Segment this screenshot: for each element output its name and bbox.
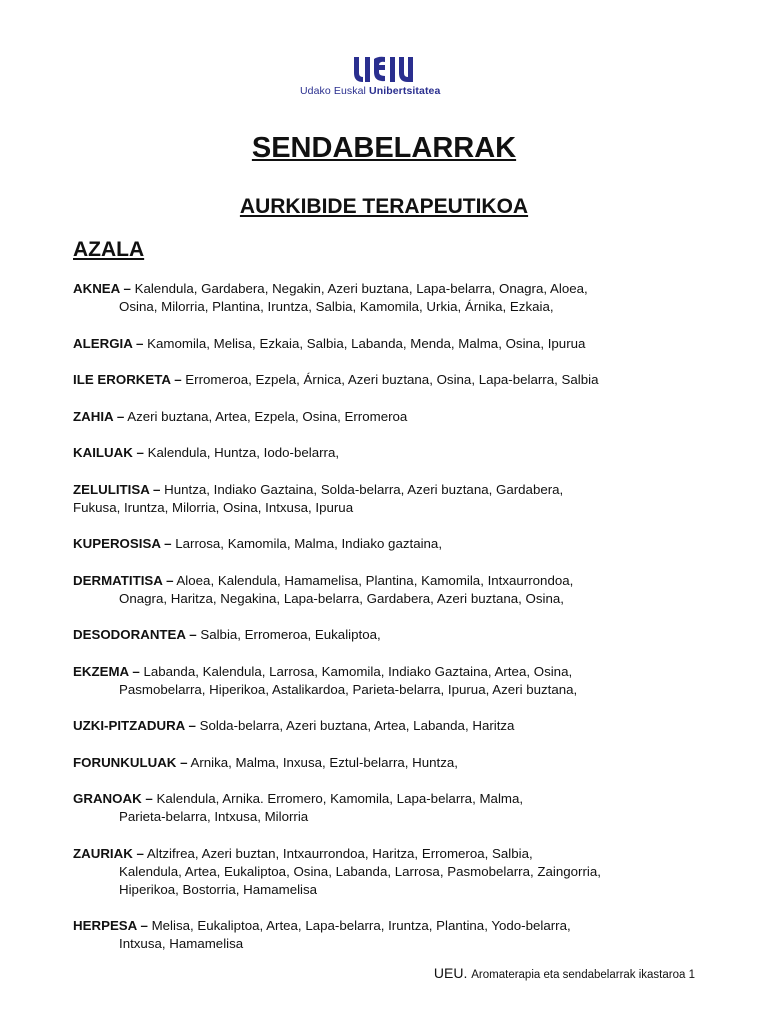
entry-text-continued: Onagra, Haritza, Negakina, Lapa-belarra, Gardabera, Azeri buztana, Osina, xyxy=(119,590,564,606)
entry-text: Salbia, Erromeroa, Eukaliptoa, xyxy=(196,627,381,642)
entry-text-continued: Fukusa, Iruntza, Milorria, Osina, Intxusa, Ipurua xyxy=(73,499,354,515)
section-heading: AZALA xyxy=(73,238,145,261)
entry-term: AKNEA – xyxy=(73,281,131,296)
list-item xyxy=(73,444,713,462)
entry-text-continued: Parieta-belarra, Intxusa, Milorria xyxy=(119,809,309,824)
ueu-logo-mark-icon xyxy=(352,55,414,83)
list-item xyxy=(73,790,713,826)
entry-term: DERMATITISA – xyxy=(73,572,174,588)
entry-term: ALERGIA – xyxy=(73,335,144,351)
entry-term: DESODORANTEA – xyxy=(73,627,197,642)
entry-text: Kalendula, Gardabera, Negakin, Azeri buztana, Lapa-belarra, Onagra, Aloea, xyxy=(130,281,588,296)
entry-term: KAILUAK – xyxy=(73,445,144,460)
list-item xyxy=(73,717,713,735)
footer-text: Aromaterapia eta sendabelarrak ikastaroa 1 xyxy=(471,969,695,981)
list-item xyxy=(73,572,713,608)
logo-text: Udako Euskal Unibertsitatea xyxy=(300,85,441,97)
list-item xyxy=(73,335,713,353)
list-item xyxy=(73,280,713,316)
entry-term: FORUNKULUAK – xyxy=(73,754,188,770)
entry-text: Labanda, Kalendula, Larrosa, Kamomila, Indiako Gaztaina, Artea, Osina, xyxy=(139,663,573,679)
entry-text-continued: Hiperikoa, Bostorria, Hamamelisa xyxy=(119,881,318,897)
entry-list xyxy=(73,280,713,972)
entry-text: Huntza, Indiako Gaztaina, Solda-belarra, Azeri buztana, Gardabera, xyxy=(160,481,564,497)
entry-text-continued: Osina, Milorria, Plantina, Iruntza, Salbia, Kamomila, Urkia, Árnika, Ezkaia, xyxy=(119,299,554,314)
list-item xyxy=(73,371,713,389)
entry-text: Kalendula, Arnika. Erromero, Kamomila, Lapa-belarra, Malma, xyxy=(152,791,524,806)
page-title: SENDABELARRAK xyxy=(251,132,517,164)
entry-text: Melisa, Eukaliptoa, Artea, Lapa-belarra, Iruntza, Plantina, Yodo-belarra, xyxy=(147,918,571,933)
list-item xyxy=(73,917,713,953)
entry-text: Azeri buztana, Artea, Ezpela, Osina, Erromeroa xyxy=(124,408,408,424)
entry-text: Arnika, Malma, Inxusa, Eztul-belarra, Huntza, xyxy=(187,754,458,770)
list-item xyxy=(73,626,713,644)
list-item xyxy=(73,754,713,772)
ueu-logo xyxy=(300,55,480,97)
list-item xyxy=(73,408,713,426)
entry-text-continued: Intxusa, Hamamelisa xyxy=(119,936,244,951)
list-item xyxy=(73,663,713,699)
entry-term: ILE ERORKETA – xyxy=(73,372,182,387)
entry-term: UZKI-PITZADURA – xyxy=(73,718,196,733)
entry-text: Solda-belarra, Azeri buztana, Artea, Labanda, Haritza xyxy=(195,718,515,733)
entry-term: ZAHIA – xyxy=(73,408,125,424)
list-item xyxy=(73,535,713,553)
entry-text: Altzifrea, Azeri buztan, Intxaurrondoa, Haritza, Erromeroa, Salbia, xyxy=(143,845,533,861)
entry-text: Erromeroa, Ezpela, Árnica, Azeri buztana, Osina, Lapa-belarra, Salbia xyxy=(181,372,599,387)
entry-term: KUPEROSISA – xyxy=(73,536,172,551)
list-item xyxy=(73,481,713,517)
list-item xyxy=(73,845,713,899)
entry-term: EKZEMA – xyxy=(73,663,140,679)
entry-term: ZELULITISA – xyxy=(73,481,161,497)
entry-text: Kalendula, Huntza, Iodo-belarra, xyxy=(143,445,340,460)
entry-text: Kamomila, Melisa, Ezkaia, Salbia, Labanda, Menda, Malma, Osina, Ipurua xyxy=(143,335,586,351)
page-footer xyxy=(434,965,695,981)
page-subtitle: AURKIBIDE TERAPEUTIKOA xyxy=(239,195,529,218)
entry-text: Larrosa, Kamomila, Malma, Indiako gaztaina, xyxy=(171,536,443,551)
entry-term: ZAURIAK – xyxy=(73,845,144,861)
entry-term: GRANOAK – xyxy=(73,791,153,806)
entry-text-continued: Kalendula, Artea, Eukaliptoa, Osina, Labanda, Larrosa, Pasmobelarra, Zaingorria, xyxy=(119,863,601,879)
entry-text-continued: Pasmobelarra, Hiperikoa, Astalikardoa, Parieta-belarra, Ipurua, Azeri buztana, xyxy=(119,681,578,697)
footer-prefix: UEU. xyxy=(433,965,472,981)
entry-term: HERPESA – xyxy=(73,918,148,933)
entry-text: Aloea, Kalendula, Hamamelisa, Plantina, Kamomila, Intxaurrondoa, xyxy=(173,572,574,588)
